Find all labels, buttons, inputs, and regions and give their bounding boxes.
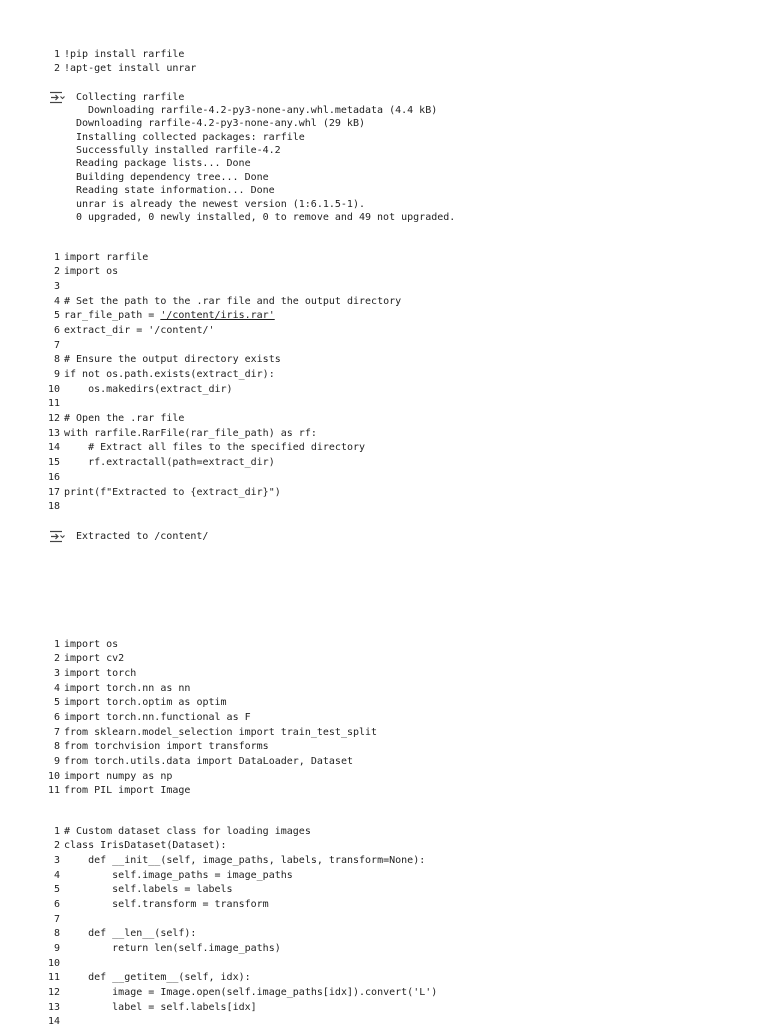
code-line xyxy=(0,825,768,840)
output-text: Installing collected packages: rarfile xyxy=(76,131,305,144)
code-line xyxy=(0,971,768,986)
line-number: 8 xyxy=(42,740,60,755)
code-text: from torchvision import transforms xyxy=(64,740,269,755)
code-text: return len(self.image_paths) xyxy=(64,942,281,957)
code-text: !apt-get install unrar xyxy=(64,62,196,77)
code-text: import numpy as np xyxy=(64,770,172,785)
code-line xyxy=(0,869,768,884)
code-text: # Open the .rar file xyxy=(64,412,184,427)
line-number: 16 xyxy=(40,471,60,486)
line-number: 5 xyxy=(42,883,60,898)
code-line xyxy=(0,500,768,515)
line-number: 3 xyxy=(42,280,60,295)
code-text: import os xyxy=(64,638,118,653)
code-text: self.transform = transform xyxy=(64,898,269,913)
output-line xyxy=(0,211,768,224)
code-line xyxy=(0,1001,768,1016)
line-number: 7 xyxy=(42,913,60,928)
code-text: import rarfile xyxy=(64,251,148,266)
output-line xyxy=(0,184,768,197)
output-text: Extracted to /content/ xyxy=(76,530,208,543)
code-text: rf.extractall(path=extract_dir) xyxy=(64,456,275,471)
output-line xyxy=(0,91,768,104)
code-text: rar_file_path = '/content/iris.rar' xyxy=(64,309,275,324)
code-line xyxy=(0,883,768,898)
code-text: with rarfile.RarFile(rar_file_path) as rf: xyxy=(64,427,317,442)
line-number: 4 xyxy=(42,295,60,310)
line-number: 1 xyxy=(42,251,60,266)
code-text: import os xyxy=(64,265,118,280)
code-line xyxy=(0,324,768,339)
code-line xyxy=(0,638,768,653)
line-number: 10 xyxy=(40,383,60,398)
code-line xyxy=(0,412,768,427)
output-line xyxy=(0,157,768,170)
line-number: 2 xyxy=(42,839,60,854)
code-text: def __init__(self, image_paths, labels, transform=None): xyxy=(64,854,425,869)
code-text: !pip install rarfile xyxy=(64,48,184,63)
line-number: 5 xyxy=(42,696,60,711)
output-text: Reading package lists... Done xyxy=(76,157,251,170)
line-number: 11 xyxy=(40,397,60,412)
code-line xyxy=(0,486,768,501)
code-text: # Ensure the output directory exists xyxy=(64,353,281,368)
line-number: 12 xyxy=(40,986,60,1001)
output-text: unrar is already the newest version (1:6.1.5-1). xyxy=(76,198,365,211)
line-number: 6 xyxy=(42,711,60,726)
line-number: 1 xyxy=(42,825,60,840)
code-text: def __getitem__(self, idx): xyxy=(64,971,251,986)
code-line xyxy=(0,942,768,957)
code-line xyxy=(0,740,768,755)
output-text: Successfully installed rarfile-4.2 xyxy=(76,144,281,157)
code-text: extract_dir = '/content/' xyxy=(64,324,215,339)
output-line xyxy=(0,104,768,117)
line-number: 9 xyxy=(42,368,60,383)
line-number: 15 xyxy=(40,456,60,471)
code-text: import cv2 xyxy=(64,652,124,667)
code-text: self.labels = labels xyxy=(64,883,233,898)
code-cell[interactable] xyxy=(0,825,768,1030)
code-line xyxy=(0,309,768,324)
output-toggle-icon[interactable] xyxy=(48,91,66,104)
line-number: 17 xyxy=(40,486,60,501)
code-line xyxy=(0,397,768,412)
line-number: 2 xyxy=(42,652,60,667)
code-line xyxy=(0,427,768,442)
code-text: self.image_paths = image_paths xyxy=(64,869,293,884)
line-number: 1 xyxy=(42,48,60,63)
line-number: 6 xyxy=(42,898,60,913)
line-number: 3 xyxy=(42,667,60,682)
output-text: Collecting rarfile xyxy=(76,91,184,104)
code-line xyxy=(0,839,768,854)
code-text: if not os.path.exists(extract_dir): xyxy=(64,368,275,383)
code-text: # Custom dataset class for loading images xyxy=(64,825,311,840)
line-number: 9 xyxy=(42,755,60,770)
code-line xyxy=(0,898,768,913)
line-number: 2 xyxy=(42,62,60,77)
code-text: # Set the path to the .rar file and the output directory xyxy=(64,295,401,310)
code-line xyxy=(0,353,768,368)
code-line xyxy=(0,265,768,280)
output-line xyxy=(0,171,768,184)
output-text: Building dependency tree... Done xyxy=(76,171,269,184)
line-number: 11 xyxy=(40,971,60,986)
line-number: 18 xyxy=(40,500,60,515)
line-number: 6 xyxy=(42,324,60,339)
code-text: print(f"Extracted to {extract_dir}") xyxy=(64,486,281,501)
line-number: 13 xyxy=(40,427,60,442)
output-text: 0 upgraded, 0 newly installed, 0 to remove and 49 not upgraded. xyxy=(76,211,455,224)
string-literal: '/content/iris.rar' xyxy=(160,310,274,321)
code-line xyxy=(0,784,768,799)
line-number: 3 xyxy=(42,854,60,869)
code-cell[interactable] xyxy=(0,638,768,800)
code-line xyxy=(0,770,768,785)
line-number: 11 xyxy=(40,784,60,799)
code-line xyxy=(0,927,768,942)
line-number: 4 xyxy=(42,682,60,697)
code-line xyxy=(0,1015,768,1030)
output-line xyxy=(0,117,768,130)
code-text: import torch.nn as nn xyxy=(64,682,190,697)
code-line xyxy=(0,62,768,77)
line-number: 14 xyxy=(40,441,60,456)
code-line xyxy=(0,667,768,682)
code-line xyxy=(0,957,768,972)
code-line xyxy=(0,726,768,741)
output-text: Downloading rarfile-4.2-py3-none-any.whl (29 kB) xyxy=(76,117,365,130)
code-text: class IrisDataset(Dataset): xyxy=(64,839,227,854)
code-cell[interactable] xyxy=(0,251,768,515)
code-text: import torch.optim as optim xyxy=(64,696,227,711)
output-text: Downloading rarfile-4.2-py3-none-any.whl.metadata (4.4 kB) xyxy=(76,104,437,117)
code-line xyxy=(0,48,768,63)
code-line xyxy=(0,295,768,310)
cell-output xyxy=(0,91,768,225)
cell-output xyxy=(0,530,768,543)
line-number: 7 xyxy=(42,726,60,741)
code-text: label = self.labels[idx] xyxy=(64,1001,257,1016)
code-text: image = Image.open(self.image_paths[idx]).convert('L') xyxy=(64,986,437,1001)
code-text: import torch xyxy=(64,667,136,682)
code-line xyxy=(0,368,768,383)
code-line xyxy=(0,471,768,486)
code-line xyxy=(0,441,768,456)
line-number: 10 xyxy=(40,957,60,972)
line-number: 7 xyxy=(42,339,60,354)
code-cell[interactable] xyxy=(0,48,768,77)
code-line xyxy=(0,251,768,266)
line-number: 9 xyxy=(42,942,60,957)
code-text: from PIL import Image xyxy=(64,784,190,799)
code-text: os.makedirs(extract_dir) xyxy=(64,383,233,398)
output-text: Reading state information... Done xyxy=(76,184,275,197)
code-line xyxy=(0,682,768,697)
line-number: 14 xyxy=(40,1015,60,1030)
line-number: 5 xyxy=(42,309,60,324)
line-number: 13 xyxy=(40,1001,60,1016)
code-text: import torch.nn.functional as F xyxy=(64,711,251,726)
line-number: 1 xyxy=(42,638,60,653)
code-line xyxy=(0,986,768,1001)
output-toggle-icon[interactable] xyxy=(48,530,66,543)
line-number: 12 xyxy=(40,412,60,427)
line-number: 2 xyxy=(42,265,60,280)
output-line xyxy=(0,198,768,211)
code-line xyxy=(0,280,768,295)
code-line xyxy=(0,383,768,398)
code-text: # Extract all files to the specified directory xyxy=(64,441,365,456)
code-text: from torch.utils.data import DataLoader, Dataset xyxy=(64,755,353,770)
code-text: from sklearn.model_selection import train_test_split xyxy=(64,726,377,741)
code-line xyxy=(0,696,768,711)
code-line xyxy=(0,652,768,667)
line-number: 4 xyxy=(42,869,60,884)
code-line xyxy=(0,339,768,354)
code-text: def __len__(self): xyxy=(64,927,196,942)
line-number: 8 xyxy=(42,927,60,942)
output-line xyxy=(0,530,768,543)
code-line xyxy=(0,755,768,770)
code-line xyxy=(0,913,768,928)
code-line xyxy=(0,711,768,726)
output-line xyxy=(0,131,768,144)
code-line xyxy=(0,854,768,869)
line-number: 10 xyxy=(40,770,60,785)
line-number: 8 xyxy=(42,353,60,368)
code-line xyxy=(0,456,768,471)
output-line xyxy=(0,144,768,157)
